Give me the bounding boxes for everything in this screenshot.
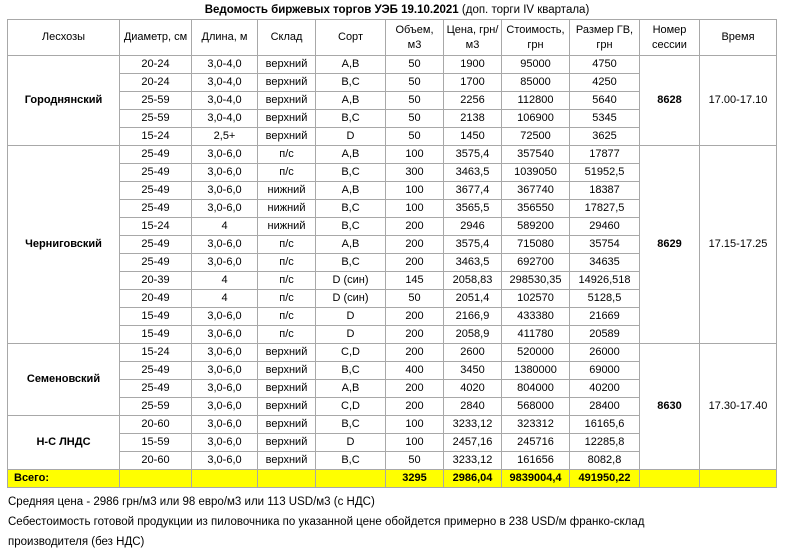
cell-gv: 29460: [570, 218, 640, 236]
cell-grade: А,В: [316, 236, 386, 254]
cell-volume: 50: [386, 92, 444, 110]
cell-gv: 20589: [570, 326, 640, 344]
footnote-cost: Себестоимость готовой продукции из пиловочника по указанной цене обойдется примерно в 238 USD/м франко-склад: [8, 516, 645, 528]
cell-gv: 21669: [570, 308, 640, 326]
cell-volume: 145: [386, 272, 444, 290]
cell-cost: 1039050: [502, 164, 570, 182]
cell-price: 3575,4: [444, 236, 502, 254]
col-header: Стоимость, грн: [502, 20, 570, 56]
cell-storage: верхний: [258, 56, 316, 74]
cell-price: 1900: [444, 56, 502, 74]
cell-length: 3,0-6,0: [192, 146, 258, 164]
col-header: Номер сессии: [640, 20, 700, 56]
cell-storage: нижний: [258, 200, 316, 218]
total-empty-cell: [640, 470, 700, 488]
session-time: 17.30-17.40: [700, 344, 777, 470]
cell-length: 3,0-6,0: [192, 182, 258, 200]
cell-cost: 245716: [502, 434, 570, 452]
cell-storage: п/с: [258, 290, 316, 308]
cell-gv: 34635: [570, 254, 640, 272]
cell-length: 4: [192, 272, 258, 290]
cell-diameter: 25-49: [120, 182, 192, 200]
cell-volume: 50: [386, 110, 444, 128]
cell-length: 3,0-6,0: [192, 200, 258, 218]
cell-grade: В,С: [316, 416, 386, 434]
cell-volume: 300: [386, 164, 444, 182]
cell-diameter: 20-60: [120, 452, 192, 470]
cell-diameter: 15-49: [120, 308, 192, 326]
report-title-main: Ведомость биржевых торгов УЭБ 19.10.2021: [204, 4, 459, 16]
cell-storage: верхний: [258, 110, 316, 128]
cell-length: 3,0-6,0: [192, 326, 258, 344]
cell-diameter: 25-49: [120, 380, 192, 398]
cell-gv: 4750: [570, 56, 640, 74]
col-header: Диаметр, см: [120, 20, 192, 56]
cell-grade: В,С: [316, 362, 386, 380]
table-header: [8, 20, 777, 56]
cell-gv: 3625: [570, 128, 640, 146]
cell-grade: D: [316, 326, 386, 344]
col-header: Склад: [258, 20, 316, 56]
cell-gv: 5345: [570, 110, 640, 128]
cell-gv: 14926,518: [570, 272, 640, 290]
cell-length: 3,0-6,0: [192, 362, 258, 380]
cell-gv: 18387: [570, 182, 640, 200]
cell-gv: 17877: [570, 146, 640, 164]
cell-volume: 400: [386, 362, 444, 380]
cell-storage: верхний: [258, 416, 316, 434]
cell-gv: 5640: [570, 92, 640, 110]
cell-volume: 100: [386, 434, 444, 452]
cell-storage: п/с: [258, 272, 316, 290]
cell-price: 3677,4: [444, 182, 502, 200]
col-header: Длина, м: [192, 20, 258, 56]
cell-diameter: 25-49: [120, 236, 192, 254]
cell-gv: 16165,6: [570, 416, 640, 434]
cell-grade: В,С: [316, 74, 386, 92]
cell-cost: 715080: [502, 236, 570, 254]
cell-cost: 433380: [502, 308, 570, 326]
cell-storage: п/с: [258, 326, 316, 344]
total-empty-cell: [120, 470, 192, 488]
cell-price: 3233,12: [444, 452, 502, 470]
cell-grade: В,С: [316, 110, 386, 128]
cell-grade: D (син): [316, 290, 386, 308]
cell-grade: А,В: [316, 380, 386, 398]
cell-price: 2256: [444, 92, 502, 110]
cell-price: 2946: [444, 218, 502, 236]
cell-length: 2,5+: [192, 128, 258, 146]
table-row: [8, 344, 777, 362]
cell-grade: В,С: [316, 218, 386, 236]
cell-volume: 50: [386, 290, 444, 308]
cell-storage: верхний: [258, 380, 316, 398]
total-cost: 9839004,4: [502, 470, 570, 488]
cell-diameter: 25-49: [120, 254, 192, 272]
cell-gv: 26000: [570, 344, 640, 362]
cell-price: 3575,4: [444, 146, 502, 164]
cell-length: 3,0-6,0: [192, 380, 258, 398]
cell-diameter: 25-59: [120, 110, 192, 128]
forestry-name: Семеновский: [8, 344, 120, 416]
col-header: Объем, м3: [386, 20, 444, 56]
cell-length: 4: [192, 218, 258, 236]
cell-diameter: 20-39: [120, 272, 192, 290]
cell-diameter: 15-59: [120, 434, 192, 452]
cell-price: 3463,5: [444, 254, 502, 272]
cell-grade: В,С: [316, 164, 386, 182]
cell-grade: А,В: [316, 146, 386, 164]
total-row: [8, 470, 777, 488]
cell-cost: 112800: [502, 92, 570, 110]
cell-diameter: 15-24: [120, 128, 192, 146]
cell-price: 3450: [444, 362, 502, 380]
cell-storage: верхний: [258, 434, 316, 452]
cell-grade: D: [316, 128, 386, 146]
session-number: 8630: [640, 344, 700, 470]
cell-grade: В,С: [316, 200, 386, 218]
total-volume: 3295: [386, 470, 444, 488]
cell-diameter: 15-24: [120, 218, 192, 236]
cell-diameter: 20-24: [120, 56, 192, 74]
cell-grade: А,В: [316, 56, 386, 74]
cell-diameter: 15-49: [120, 326, 192, 344]
cell-volume: 200: [386, 254, 444, 272]
cell-grade: В,С: [316, 452, 386, 470]
cell-grade: А,В: [316, 182, 386, 200]
footnotes: [8, 492, 788, 552]
cell-length: 3,0-6,0: [192, 164, 258, 182]
col-header: Размер ГВ, грн: [570, 20, 640, 56]
cell-diameter: 20-49: [120, 290, 192, 308]
cell-gv: 51952,5: [570, 164, 640, 182]
cell-cost: 106900: [502, 110, 570, 128]
cell-storage: п/с: [258, 236, 316, 254]
cell-cost: 298530,35: [502, 272, 570, 290]
cell-diameter: 25-59: [120, 92, 192, 110]
cell-storage: п/с: [258, 146, 316, 164]
cell-length: 3,0-6,0: [192, 398, 258, 416]
cell-gv: 35754: [570, 236, 640, 254]
cell-volume: 100: [386, 146, 444, 164]
cell-cost: 356550: [502, 200, 570, 218]
cell-cost: 95000: [502, 56, 570, 74]
cell-storage: нижний: [258, 182, 316, 200]
cell-cost: 411780: [502, 326, 570, 344]
cell-diameter: 25-49: [120, 362, 192, 380]
cell-price: 2058,9: [444, 326, 502, 344]
total-empty-cell: [258, 470, 316, 488]
cell-price: 1700: [444, 74, 502, 92]
total-empty-cell: [316, 470, 386, 488]
cell-length: 3,0-6,0: [192, 452, 258, 470]
cell-gv: 4250: [570, 74, 640, 92]
cell-volume: 50: [386, 452, 444, 470]
cell-diameter: 20-24: [120, 74, 192, 92]
cell-length: 3,0-6,0: [192, 254, 258, 272]
cell-volume: 50: [386, 128, 444, 146]
cell-volume: 200: [386, 326, 444, 344]
cell-diameter: 20-60: [120, 416, 192, 434]
forestry-name: Черниговский: [8, 146, 120, 344]
report-title-note: (доп. торги IV квартала): [458, 4, 590, 16]
cell-length: 3,0-6,0: [192, 434, 258, 452]
cell-grade: C,D: [316, 344, 386, 362]
cell-grade: D: [316, 434, 386, 452]
cell-storage: верхний: [258, 452, 316, 470]
cell-length: 3,0-6,0: [192, 236, 258, 254]
table-row: [8, 56, 777, 74]
cell-price: 2457,16: [444, 434, 502, 452]
total-empty-cell: [192, 470, 258, 488]
total-empty-cell: [700, 470, 777, 488]
cell-length: 3,0-4,0: [192, 56, 258, 74]
cell-grade: D (син): [316, 272, 386, 290]
cell-cost: 589200: [502, 218, 570, 236]
cell-cost: 692700: [502, 254, 570, 272]
cell-length: 3,0-6,0: [192, 416, 258, 434]
cell-diameter: 15-24: [120, 344, 192, 362]
cell-gv: 69000: [570, 362, 640, 380]
footnote-average-price: Средняя цена - 2986 грн/м3 или 98 евро/м3 или 113 USD/м3 (с НДС): [8, 496, 375, 508]
cell-volume: 200: [386, 236, 444, 254]
cell-volume: 50: [386, 56, 444, 74]
cell-cost: 85000: [502, 74, 570, 92]
cell-cost: 1380000: [502, 362, 570, 380]
total-label: Всего:: [8, 470, 120, 488]
cell-price: 2138: [444, 110, 502, 128]
cell-price: 2058,83: [444, 272, 502, 290]
report-title: [0, 2, 794, 18]
cell-volume: 100: [386, 416, 444, 434]
cell-cost: 72500: [502, 128, 570, 146]
cell-volume: 100: [386, 200, 444, 218]
cell-gv: 28400: [570, 398, 640, 416]
cell-price: 4020: [444, 380, 502, 398]
total-gv: 491950,22: [570, 470, 640, 488]
cell-storage: верхний: [258, 398, 316, 416]
cell-gv: 8082,8: [570, 452, 640, 470]
cell-cost: 357540: [502, 146, 570, 164]
cell-storage: верхний: [258, 92, 316, 110]
cell-length: 3,0-4,0: [192, 110, 258, 128]
cell-storage: п/с: [258, 164, 316, 182]
total-price: 2986,04: [444, 470, 502, 488]
cell-cost: 102570: [502, 290, 570, 308]
cell-gv: 40200: [570, 380, 640, 398]
session-number: 8629: [640, 146, 700, 344]
col-header: Лесхозы: [8, 20, 120, 56]
cell-length: 3,0-6,0: [192, 344, 258, 362]
session-number: 8628: [640, 56, 700, 146]
cell-length: 4: [192, 290, 258, 308]
cell-grade: D: [316, 308, 386, 326]
session-time: 17.15-17.25: [700, 146, 777, 344]
col-header: Цена, грн/м3: [444, 20, 502, 56]
footnote-cost-continued: производителя (без НДС): [8, 536, 145, 548]
cell-price: 3233,12: [444, 416, 502, 434]
cell-diameter: 25-49: [120, 164, 192, 182]
cell-cost: 520000: [502, 344, 570, 362]
cell-storage: нижний: [258, 218, 316, 236]
cell-volume: 200: [386, 218, 444, 236]
col-header: Время: [700, 20, 777, 56]
table-row: [8, 146, 777, 164]
cell-storage: п/с: [258, 308, 316, 326]
cell-volume: 100: [386, 182, 444, 200]
cell-storage: верхний: [258, 128, 316, 146]
cell-price: 3463,5: [444, 164, 502, 182]
cell-cost: 568000: [502, 398, 570, 416]
forestry-name: Городнянский: [8, 56, 120, 146]
cell-grade: В,С: [316, 254, 386, 272]
cell-price: 2166,9: [444, 308, 502, 326]
cell-grade: C,D: [316, 398, 386, 416]
cell-volume: 200: [386, 380, 444, 398]
cell-price: 3565,5: [444, 200, 502, 218]
cell-gv: 5128,5: [570, 290, 640, 308]
cell-storage: верхний: [258, 344, 316, 362]
forestry-name: Н-С ЛНДС: [8, 416, 120, 470]
col-header: Сорт: [316, 20, 386, 56]
cell-volume: 200: [386, 398, 444, 416]
cell-grade: А,В: [316, 92, 386, 110]
cell-diameter: 25-59: [120, 398, 192, 416]
cell-cost: 161656: [502, 452, 570, 470]
cell-cost: 804000: [502, 380, 570, 398]
cell-diameter: 25-49: [120, 200, 192, 218]
cell-gv: 12285,8: [570, 434, 640, 452]
cell-cost: 367740: [502, 182, 570, 200]
table-body: [8, 56, 777, 488]
cell-cost: 323312: [502, 416, 570, 434]
cell-volume: 200: [386, 344, 444, 362]
cell-storage: верхний: [258, 74, 316, 92]
cell-price: 2600: [444, 344, 502, 362]
cell-length: 3,0-6,0: [192, 308, 258, 326]
cell-gv: 17827,5: [570, 200, 640, 218]
session-time: 17.00-17.10: [700, 56, 777, 146]
cell-volume: 50: [386, 74, 444, 92]
cell-storage: п/с: [258, 254, 316, 272]
cell-volume: 200: [386, 308, 444, 326]
auction-table: [7, 19, 777, 488]
cell-length: 3,0-4,0: [192, 74, 258, 92]
cell-price: 1450: [444, 128, 502, 146]
cell-price: 2840: [444, 398, 502, 416]
cell-price: 2051,4: [444, 290, 502, 308]
cell-diameter: 25-49: [120, 146, 192, 164]
cell-length: 3,0-4,0: [192, 92, 258, 110]
cell-storage: верхний: [258, 362, 316, 380]
